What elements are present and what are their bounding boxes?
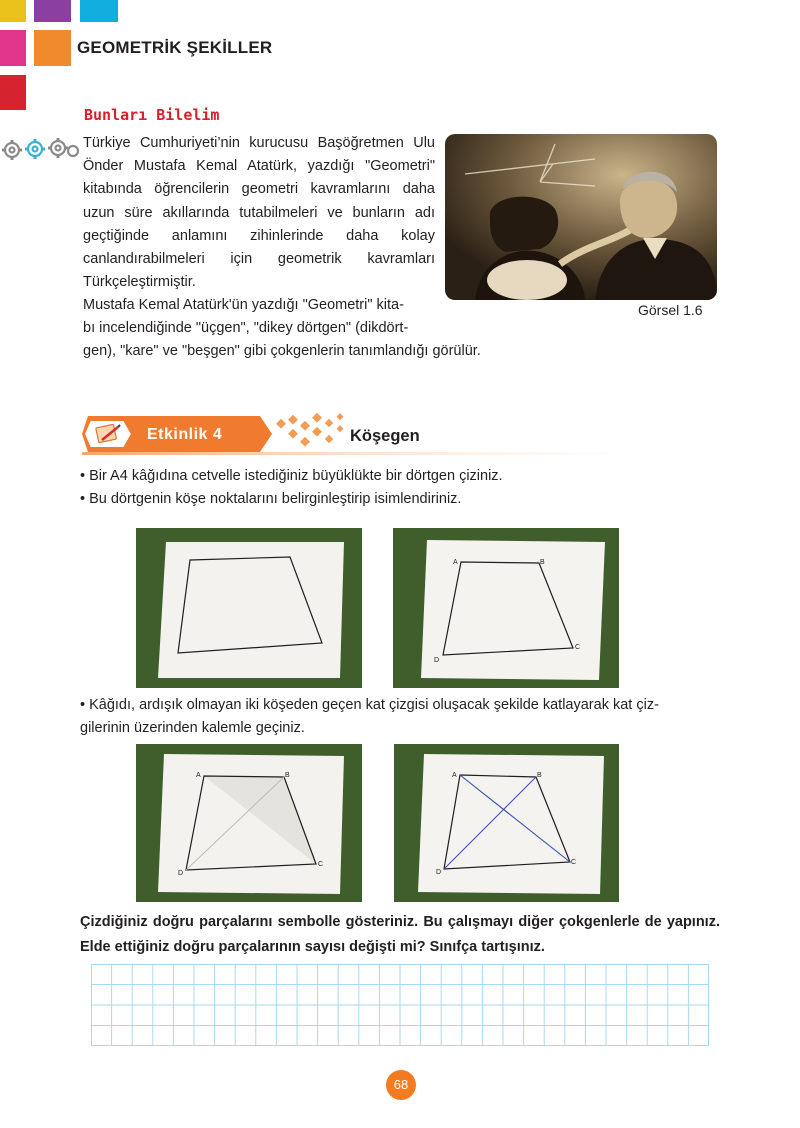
vertex-label-d: D (178, 870, 184, 877)
gears-icon (0, 134, 82, 164)
page-number: 68 (386, 1070, 416, 1100)
bullet-fold-paper-line-1: • Kâğıdı, ardışık olmayan iki köşeden geçen kat çizgisi oluşacak şekilde katlayarak kat çiz- (80, 697, 659, 713)
deco-square-magenta (0, 30, 26, 66)
vertex-label-d: D (436, 869, 442, 876)
photo-quadrilateral-labeled (393, 528, 619, 688)
ataturk-photo (445, 134, 717, 300)
bullet-draw-quadrilateral: • Bir A4 kâğıdına cetvelle istediğiniz büyüklükte bir dörtgen çiziniz. (80, 468, 503, 484)
notebook-pencil-icon (93, 422, 123, 446)
activity-label: Etkinlik 4 (147, 426, 223, 443)
vertex-label-b: B (537, 772, 542, 779)
info-heading: Bunları Bilelim (84, 106, 220, 124)
vertex-label-a: A (453, 559, 458, 566)
vertex-label-b: B (540, 559, 545, 566)
vertex-label-a: A (452, 772, 457, 779)
photo-quadrilateral-plain (136, 528, 362, 688)
vertex-label-c: C (571, 859, 577, 866)
vertex-label-b: B (285, 772, 290, 779)
photo-folded-paper (136, 744, 362, 902)
deco-square-yellow (0, 0, 26, 22)
photo-diagonals (394, 744, 619, 902)
info-paragraph-2-line-2: bı incelendiğinde "üçgen", "dikey dörtgen" (dikdört- (83, 320, 409, 337)
discussion-question: Çizdiğiniz doğru parçalarını sembolle gösteriniz. Bu çalışmayı diğer çokgenlerle de yapınız. Elde ettiğiniz doğru parçalarının sayısı değişti mi? Sınıfça tartışınız. (80, 914, 720, 955)
info-paragraph-2 (83, 294, 435, 340)
deco-square-red (0, 75, 26, 110)
activity-title: Köşegen (350, 427, 420, 445)
deco-square-purple (34, 0, 71, 22)
vertex-label-c: C (575, 644, 581, 651)
bullet-label-vertices: • Bu dörtgenin köşe noktalarını belirginleştirip isimlendiriniz. (80, 491, 462, 507)
info-paragraph-2-line-3: gen), "kare" ve "beşgen" gibi çokgenlerin tanımlandığı görülür. (83, 343, 481, 359)
info-paragraph-1: Türkiye Cumhuriyeti’nin kurucusu Başöğretmen Ulu Önder Mustafa Kemal Atatürk, yazdığı "Geometri" kitabında öğrencilerin geometri kavramlarını daha uzun süre akıllarında tutabilmeleri ve bunların adı geçtiğinde anlamını zihinlerinde daha kolay canlandırabilmeleri için geometrik kavramları Türkçeleştirmiştir. (83, 135, 435, 291)
photo-caption: Görsel 1.6 (638, 302, 703, 318)
bullet-fold-paper-line-2: gilerinin üzerinden kalemle geçiniz. (80, 720, 305, 736)
info-paragraph-2-line-1: Mustafa Kemal Atatürk'ün yazdığı "Geometri" kita- (83, 297, 404, 313)
vertex-label-d: D (434, 657, 440, 664)
vertex-label-a: A (196, 772, 201, 779)
answer-grid[interactable] (91, 964, 709, 1046)
chapter-title: GEOMETRİK ŞEKİLLER (77, 38, 273, 57)
deco-square-orange (34, 30, 71, 66)
deco-square-sky (80, 0, 118, 22)
vertex-label-c: C (318, 861, 324, 868)
bullet-fold-paper (80, 694, 720, 740)
